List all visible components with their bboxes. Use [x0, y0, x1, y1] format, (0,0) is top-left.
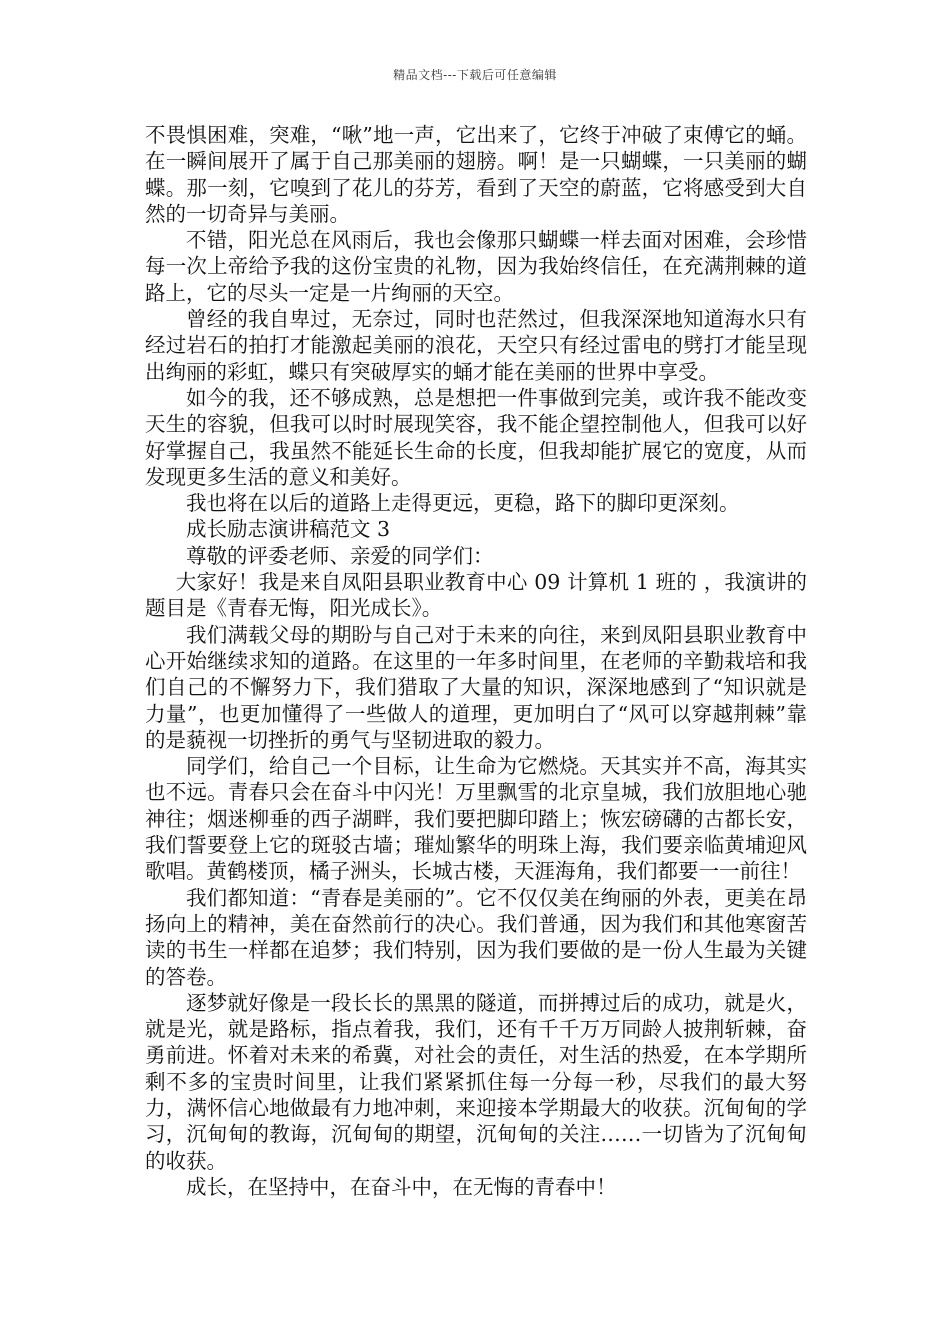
paragraph-youth-is-beautiful: 我们都知道：“青春是美丽的”。它不仅仅美在绚丽的外表，更美在昂扬向上的精神，美在奋然前行的决心。我们普通，因为我们和其他寒窗苦读的书生一样都在追梦；我们特别，因为我们要做的是一份人生最为关键的答卷。: [145, 885, 807, 989]
paragraph-butterfly-emerges: 不畏惧困难，突难，“啾”地一声，它出来了，它终于冲破了束傅它的蛹。在一瞬间展开了属于自己那美丽的翅膀。啊！是一只蝴蝶，一只美丽的蝴蝶。那一刻，它嗅到了花儿的芬芳，看到了天空的蔚蓝，它将感受到大自然的一切奇异与美丽。: [145, 123, 807, 226]
paragraph-set-a-goal: 同学们，给自己一个目标，让生命为它燃烧。天其实并不高，海其实也不远。青春只会在奋斗中闪光！万里飘雪的北京皇城，我们放胆地心驰神往；烟迷柳垂的西子湖畔，我们要把脚印踏上；恢宏磅礴的古都长安，我们誓要登上它的斑驳古墙；璀灿繁华的明珠上海，我们要亲临黄埔迎风歌唱。黄鹤楼顶，橘子洲头，长城古楼，天涯海角，我们都要一一前往！: [145, 754, 807, 884]
paragraph-present-self: 如今的我，还不够成熟，总是想把一件事做到完美，或许我不能改变天生的容貌，但我可以时时展现笑容，我不能企望控制他人，但我可以好好掌握自己，我虽然不能延长生命的长度，但我却能扩展它的宽度，从而发现更多生活的意义和美好。: [145, 385, 807, 489]
salutation: 尊敬的评委老师、亲爱的同学们：: [186, 543, 494, 568]
paragraph-self-introduction: 大家好！我是来自凤阳县职业教育中心 09 计算机 1 班的 ，我演讲的题目是《青春无悔，阳光成长》。: [145, 570, 807, 621]
paragraph-chasing-dreams: 逐梦就好像是一段长长的黑黑的隧道，而拼搏过后的成功，就是火，就是光，就是路标，指点着我，我们，还有千千万万同龄人披荆斩棘，奋勇前进。怀着对未来的希冀，对社会的责任，对生活的热爱，在本学期所剩不多的宝贵时间里，让我们紧紧抓住每一分每一秒，尽我们的最大努力，满怀信心地做最有力地冲刺，来迎接本学期最大的收获。沉甸甸的学习，沉甸甸的教诲，沉甸甸的期望，沉甸甸的关注……一切皆为了沉甸甸的收获。: [145, 990, 807, 1173]
paragraph-school-journey: 我们满载父母的期盼与自己对于未来的向往，来到凤阳县职业教育中心开始继续求知的道路。在这里的一年多时间里，在老师的辛勤栽培和我们自己的不懈努力下，我们猎取了大量的知识，深深地感到了“知识就是力量”，也更加懂得了一些做人的道理，更加明白了“风可以穿越荆棘”靠的是藐视一切挫折的勇气与坚韧进取的毅力。: [145, 622, 807, 752]
paragraph-future-path: 我也将在以后的道路上走得更远，更稳，路下的脚印更深刻。: [186, 491, 740, 516]
page-header: 精品文档---下载后可任意编辑: [393, 68, 557, 82]
paragraph-closing: 成长，在坚持中，在奋斗中，在无悔的青春中！: [186, 1174, 617, 1199]
section-title: 成长励志演讲稿范文 3: [186, 517, 391, 542]
document-body: [145, 122, 807, 1200]
paragraph-sunshine-after-rain: 不错，阳光总在风雨后，我也会像那只蝴蝶一样去面对困难，会珍惜每一次上帝给予我的这份宝贵的礼物，因为我始终信任，在充满荆棘的道路上，它的尽头一定是一片绚丽的天空。: [145, 228, 807, 305]
paragraph-once-inferior: 曾经的我自卑过，无奈过，同时也茫然过，但我深深地知道海水只有经过岩石的拍打才能激起美丽的浪花，天空只有经过雷电的劈打才能呈现出绚丽的彩虹，蝶只有突破厚实的蛹才能在美丽的世界中享受。: [145, 307, 807, 384]
